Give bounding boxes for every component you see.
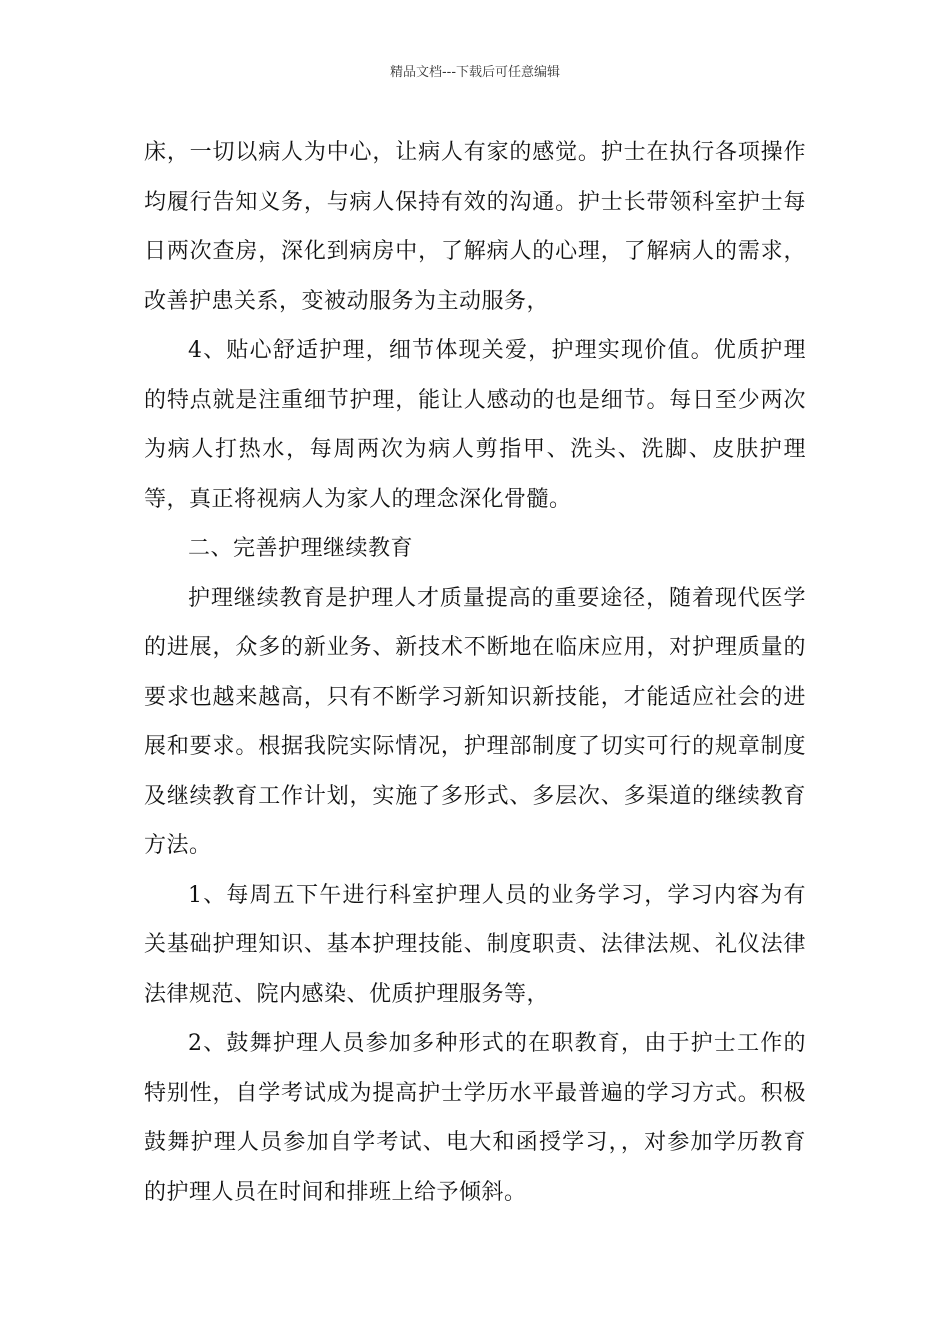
paragraph-continuation: 床，一切以病人为中心，让病人有家的感觉。护士在执行各项操作均履行告知义务，与病人保持有效的沟通。护士长带领科室护士每日两次查房，深化到病房中，了解病人的心理，了解病人的需求，改善护患关系，变被动服务为主动服务， bbox=[144, 140, 806, 314]
section-heading-2: 二、完善护理继续教育 bbox=[188, 536, 414, 561]
paragraph-item-1: 1、每周五下午进行科室护理人员的业务学习，学习内容为有关基础护理知识、基本护理技能、制度职责、法律法规、礼仪法律法律规范、院内感染、优质护理服务等， bbox=[144, 882, 806, 1007]
paragraph-item-4: 4、贴心舒适护理，细节体现关爱，护理实现价值。优质护理的特点就是注重细节护理，能让人感动的也是细节。每日至少两次为病人打热水，每周两次为病人剪指甲、洗头、洗脚、皮肤护理等，真正将视病人为家人的理念深化骨髓。 bbox=[144, 338, 806, 512]
paragraph-continuing-education: 护理继续教育是护理人才质量提高的重要途径，随着现代医学的进展，众多的新业务、新技术不断地在临床应用，对护理质量的要求也越来越高，只有不断学习新知识新技能，才能适应社会的进展和要求。根据我院实际情况，护理部制度了切实可行的规章制度及继续教育工作计划，实施了多形式、多层次、多渠道的继续教育方法。 bbox=[144, 585, 806, 858]
page-header: 精品文档---下载后可任意编辑 bbox=[389, 65, 561, 80]
paragraph-item-2: 2、鼓舞护理人员参加多种形式的在职教育，由于护士工作的特别性，自学考试成为提高护士学历水平最普遍的学习方式。积极鼓舞护理人员参加自学考试、电大和函授学习，，对参加学历教育的护理人员在时间和排班上给予倾斜。 bbox=[144, 1031, 806, 1205]
document-body bbox=[144, 128, 806, 1217]
